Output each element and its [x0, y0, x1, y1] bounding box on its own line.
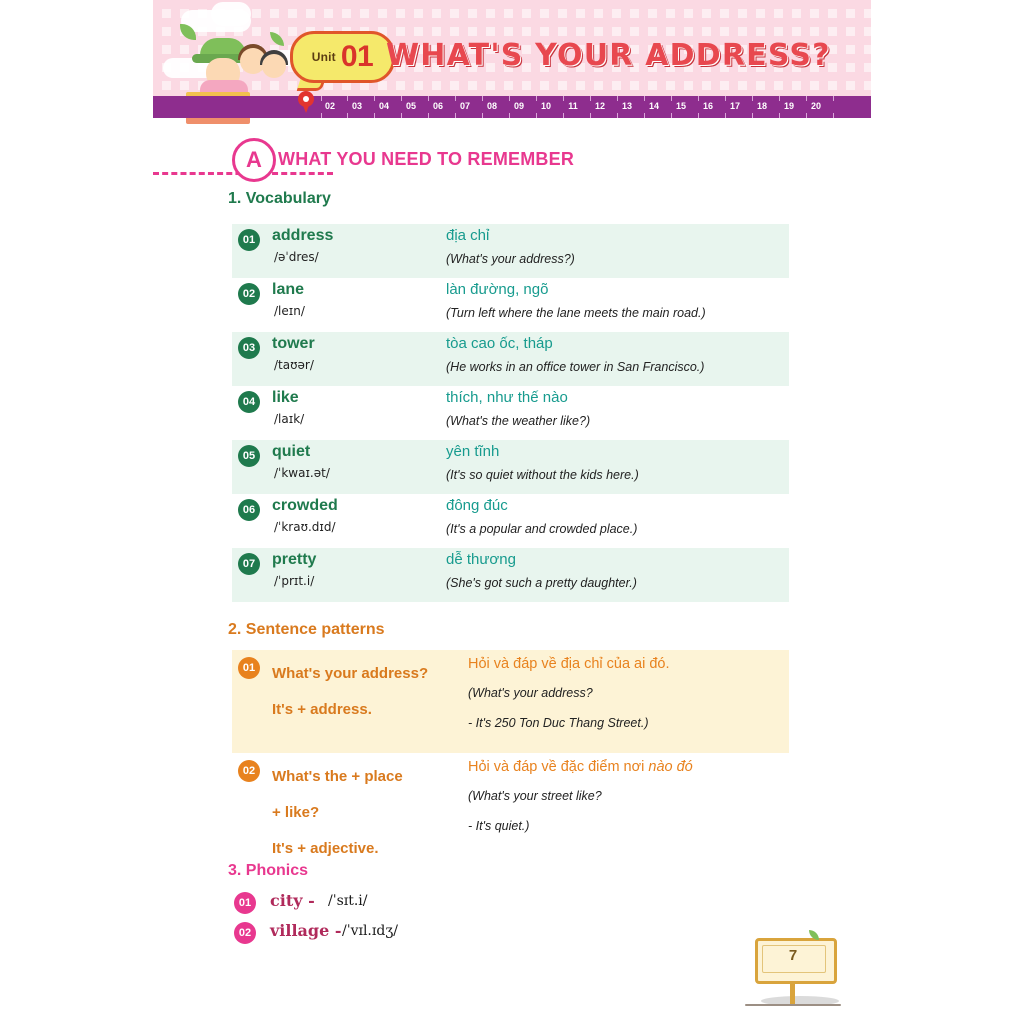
sentence-patterns-table	[232, 650, 789, 860]
unit-badge	[290, 31, 395, 83]
phonics-ipa: /ˈsɪt.i/	[328, 893, 368, 909]
leaf-icon	[180, 24, 196, 40]
pattern-line: It's + adjective.	[272, 840, 379, 857]
pattern-left	[272, 656, 467, 728]
vocab-example: (Turn left where the lane meets the main road.)	[446, 306, 706, 320]
ruler-number: 02	[324, 101, 335, 111]
ruler-number: 06	[432, 101, 443, 111]
pattern-example-1: (What's your street like?	[468, 789, 602, 803]
ruler-number: 04	[378, 101, 389, 111]
pattern-left	[272, 759, 467, 867]
ruler-number: 13	[621, 101, 632, 111]
row-number: 01	[238, 657, 260, 679]
vocabulary-table	[232, 224, 789, 602]
vocab-meaning: đông đúc	[446, 497, 508, 514]
row-number: 06	[238, 499, 260, 521]
leaf-icon	[270, 32, 284, 46]
pattern-usage-emphasis: nào đó	[648, 759, 693, 775]
section-badge-a: A	[232, 138, 276, 182]
mascot-illustration	[178, 18, 293, 138]
table-row	[232, 386, 789, 440]
unit-progress-ruler	[153, 96, 871, 118]
vocab-word: like	[272, 389, 299, 406]
unit-number: 01	[340, 40, 374, 73]
vocab-example: (It's so quiet without the kids here.)	[446, 468, 639, 482]
table-row	[232, 224, 789, 278]
row-number: 07	[238, 553, 260, 575]
ruler-number: 09	[513, 101, 524, 111]
sentence-patterns-heading: 2. Sentence patterns	[228, 621, 385, 638]
pattern-usage: Hỏi và đáp về địa chỉ của ai đó.	[468, 656, 670, 672]
vocab-word: address	[272, 227, 334, 244]
ruler-number: 05	[405, 101, 416, 111]
pattern-line: + like?	[272, 804, 320, 821]
ruler-number: 08	[486, 101, 497, 111]
row-number: 02	[234, 922, 256, 944]
row-number: 02	[238, 283, 260, 305]
ruler-number: 07	[459, 101, 470, 111]
table-row	[232, 278, 789, 332]
vocab-meaning: dễ thương	[446, 551, 516, 568]
table-row	[232, 650, 789, 753]
phonics-word: city -	[270, 891, 315, 910]
ruler-number: 12	[594, 101, 605, 111]
vocab-ipa: /taʊər/	[274, 358, 314, 372]
ruler-number: 18	[756, 101, 767, 111]
table-row	[232, 548, 789, 602]
table-row	[232, 440, 789, 494]
vocab-example: (What's your address?)	[446, 252, 575, 266]
ruler-number: 03	[351, 101, 362, 111]
ruler-number: 19	[783, 101, 794, 111]
row-number: 05	[238, 445, 260, 467]
ruler-number: 10	[540, 101, 551, 111]
vocab-example: (What's the weather like?)	[446, 414, 591, 428]
map-pin-icon	[298, 91, 314, 113]
vocab-meaning: thích, như thế nào	[446, 389, 568, 406]
list-item	[232, 890, 632, 920]
row-number: 04	[238, 391, 260, 413]
pattern-example-1: (What's your address?	[468, 686, 593, 700]
vocab-ipa: /laɪk/	[274, 412, 305, 426]
page-number: 7	[788, 947, 798, 964]
section-a-title: WHAT YOU NEED TO REMEMBER	[278, 149, 575, 169]
vocab-ipa: /ˈkraʊ.dɪd/	[274, 520, 336, 534]
pattern-example-2: - It's quiet.)	[468, 819, 530, 833]
vocab-meaning: địa chỉ	[446, 227, 490, 244]
phonics-list	[232, 890, 632, 950]
page-title: WHAT'S YOUR ADDRESS?	[386, 38, 831, 73]
phonics-word: village -	[270, 921, 342, 940]
row-number: 03	[238, 337, 260, 359]
pattern-usage	[468, 759, 693, 775]
vocab-meaning: yên tĩnh	[446, 443, 500, 460]
vocab-word: tower	[272, 335, 315, 352]
vocab-meaning: tòa cao ốc, tháp	[446, 335, 553, 352]
vocab-meaning: làn đường, ngõ	[446, 281, 549, 298]
vocab-word: pretty	[272, 551, 317, 568]
vocab-example: (It's a popular and crowded place.)	[446, 522, 638, 536]
vocab-ipa: /əˈdres/	[274, 250, 319, 264]
row-number: 02	[238, 760, 260, 782]
vocab-example: (She's got such a pretty daughter.)	[446, 576, 637, 590]
vocab-ipa: /leɪn/	[274, 304, 305, 318]
pattern-example-2: - It's 250 Ton Duc Thang Street.)	[468, 716, 649, 730]
table-row	[232, 753, 789, 860]
vocab-word: quiet	[272, 443, 311, 460]
row-number: 01	[234, 892, 256, 914]
vocab-ipa: /ˈprɪt.i/	[274, 574, 315, 588]
phonics-heading: 3. Phonics	[228, 862, 309, 879]
vocabulary-heading: 1. Vocabulary	[228, 190, 331, 207]
table-row	[232, 332, 789, 386]
vocab-word: lane	[272, 281, 305, 298]
row-number: 01	[238, 229, 260, 251]
pattern-usage-text: Hỏi và đáp về đặc điểm nơi	[468, 759, 649, 775]
ruler-number: 11	[568, 101, 578, 111]
phonics-ipa: /ˈvɪl.ɪdʒ/	[342, 923, 398, 939]
ruler-number: 14	[648, 101, 659, 111]
ruler-number: 20	[810, 101, 821, 111]
sign-ground-line	[745, 1004, 841, 1006]
pattern-line: It's + address.	[272, 701, 372, 718]
ruler-number: 16	[702, 101, 713, 111]
unit-label: Unit	[311, 50, 336, 64]
page-number-sign	[755, 938, 831, 984]
pattern-line: What's the + place	[272, 768, 403, 785]
table-row	[232, 494, 789, 548]
list-item	[232, 920, 632, 950]
pattern-line: What's your address?	[272, 665, 429, 682]
vocab-word: crowded	[272, 497, 338, 514]
vocab-example: (He works in an office tower in San Francisco.)	[446, 360, 705, 374]
ruler-number: 15	[675, 101, 686, 111]
child3-face-icon	[262, 54, 286, 78]
ruler-number: 17	[729, 101, 740, 111]
vocab-ipa: /ˈkwaɪ.ət/	[274, 466, 330, 480]
